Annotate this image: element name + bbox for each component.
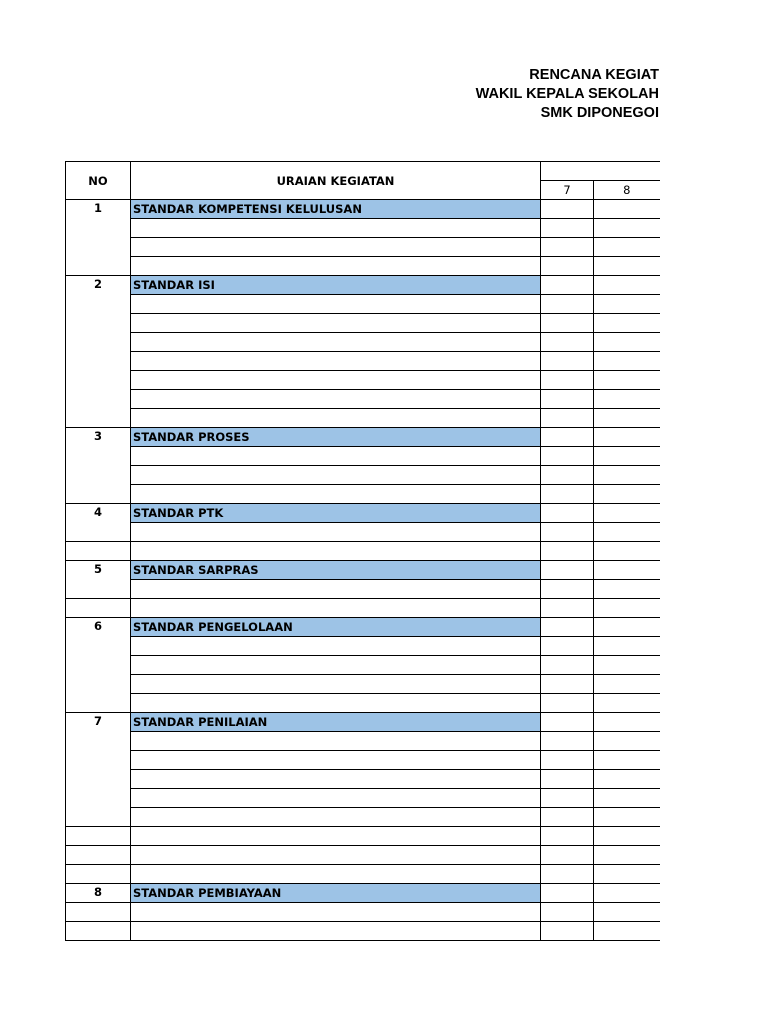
- table-row: [66, 770, 660, 789]
- activity-description-cell[interactable]: [131, 447, 541, 466]
- title-line-3: SMK DIPONEGOI: [540, 105, 659, 121]
- activity-description-cell[interactable]: [131, 409, 541, 428]
- row-number: [66, 827, 131, 846]
- standard-group-row: [66, 200, 660, 219]
- month-8-cell[interactable]: [594, 675, 660, 694]
- standard-group-row: [66, 276, 660, 295]
- month-8-cell[interactable]: [594, 599, 660, 618]
- month-8-cell[interactable]: [594, 333, 660, 352]
- row-number: [66, 865, 131, 884]
- activity-description-cell[interactable]: [131, 770, 541, 789]
- standard-label-cell[interactable]: STANDAR ISI: [131, 276, 541, 295]
- standard-label-cell[interactable]: STANDAR SARPRAS: [131, 561, 541, 580]
- table-row: [66, 295, 660, 314]
- month-8-cell[interactable]: [594, 656, 660, 675]
- activity-description-cell[interactable]: [131, 675, 541, 694]
- activity-description-cell[interactable]: [131, 903, 541, 922]
- month-8-cell[interactable]: [594, 865, 660, 884]
- table-row: [66, 922, 660, 941]
- activity-description-cell[interactable]: [131, 751, 541, 770]
- table-row: [66, 257, 660, 276]
- table-row: [66, 466, 660, 485]
- standard-label-cell[interactable]: STANDAR PEMBIAYAAN: [131, 884, 541, 903]
- row-number: 8: [66, 884, 131, 903]
- standard-group-row: [66, 504, 660, 523]
- table-row: [66, 523, 660, 542]
- row-number: 7: [66, 713, 131, 827]
- table-row: [66, 333, 660, 352]
- table-row: [66, 808, 660, 827]
- table-row: [66, 903, 660, 922]
- table-row: [66, 675, 660, 694]
- activity-description-cell[interactable]: [131, 333, 541, 352]
- header-uraian-kegiatan: URAIAN KEGIATAN: [131, 162, 541, 200]
- row-number: 2: [66, 276, 131, 428]
- month-7-cell[interactable]: [541, 580, 594, 599]
- month-8-cell[interactable]: [594, 390, 660, 409]
- standard-group-row: [66, 428, 660, 447]
- month-8-cell[interactable]: [594, 295, 660, 314]
- activity-plan-table: [65, 161, 660, 941]
- activity-description-cell[interactable]: [131, 827, 541, 846]
- activity-description-cell[interactable]: [131, 295, 541, 314]
- month-8-cell[interactable]: [594, 371, 660, 390]
- month-7-cell[interactable]: [541, 751, 594, 770]
- table-row: [66, 751, 660, 770]
- month-7-cell[interactable]: [541, 884, 594, 903]
- month-7-cell[interactable]: [541, 656, 594, 675]
- month-7-cell[interactable]: [541, 827, 594, 846]
- month-8-cell[interactable]: [594, 200, 660, 219]
- month-8-cell[interactable]: [594, 884, 660, 903]
- table-row: [66, 846, 660, 865]
- activity-description-cell[interactable]: [131, 371, 541, 390]
- month-7-cell[interactable]: [541, 542, 594, 561]
- month-8-cell[interactable]: [594, 314, 660, 333]
- row-number: 5: [66, 561, 131, 599]
- activity-description-cell[interactable]: [131, 599, 541, 618]
- activity-description-cell[interactable]: [131, 637, 541, 656]
- table-row: [66, 352, 660, 371]
- month-7-cell[interactable]: [541, 561, 594, 580]
- month-7-cell[interactable]: [541, 675, 594, 694]
- activity-description-cell[interactable]: [131, 808, 541, 827]
- standard-group-row: [66, 618, 660, 637]
- month-8-cell[interactable]: [594, 922, 660, 941]
- header-month-8: 8: [594, 181, 660, 200]
- month-7-cell[interactable]: [541, 257, 594, 276]
- month-7-cell[interactable]: [541, 770, 594, 789]
- month-8-cell[interactable]: [594, 523, 660, 542]
- table-row: [66, 599, 660, 618]
- table-row: [66, 219, 660, 238]
- month-7-cell[interactable]: [541, 390, 594, 409]
- table-row: [66, 580, 660, 599]
- month-7-cell[interactable]: [541, 333, 594, 352]
- month-8-cell[interactable]: [594, 713, 660, 732]
- month-8-cell[interactable]: [594, 618, 660, 637]
- month-7-cell[interactable]: [541, 428, 594, 447]
- table-row: [66, 485, 660, 504]
- month-7-cell[interactable]: [541, 276, 594, 295]
- row-number: [66, 542, 131, 561]
- month-8-cell[interactable]: [594, 219, 660, 238]
- month-8-cell[interactable]: [594, 409, 660, 428]
- month-8-cell[interactable]: [594, 637, 660, 656]
- activity-description-cell[interactable]: [131, 580, 541, 599]
- month-7-cell[interactable]: [541, 922, 594, 941]
- activity-description-cell[interactable]: [131, 922, 541, 941]
- month-7-cell[interactable]: [541, 447, 594, 466]
- table-row: [66, 827, 660, 846]
- row-number: [66, 903, 131, 922]
- month-7-cell[interactable]: [541, 295, 594, 314]
- month-8-cell[interactable]: [594, 352, 660, 371]
- month-8-cell[interactable]: [594, 846, 660, 865]
- month-8-cell[interactable]: [594, 257, 660, 276]
- row-number: [66, 922, 131, 941]
- month-8-cell[interactable]: [594, 789, 660, 808]
- table-row: [66, 371, 660, 390]
- row-number: 6: [66, 618, 131, 713]
- month-8-cell[interactable]: [594, 504, 660, 523]
- activity-description-cell[interactable]: [131, 523, 541, 542]
- activity-description-cell[interactable]: [131, 466, 541, 485]
- month-8-cell[interactable]: [594, 751, 660, 770]
- standard-label-cell[interactable]: STANDAR PENILAIAN: [131, 713, 541, 732]
- month-8-cell[interactable]: [594, 428, 660, 447]
- table-row: [66, 314, 660, 333]
- standard-group-row: [66, 561, 660, 580]
- table-row: [66, 542, 660, 561]
- header-month-7: 7: [541, 181, 594, 200]
- month-7-cell[interactable]: [541, 200, 594, 219]
- activity-description-cell[interactable]: [131, 846, 541, 865]
- month-8-cell[interactable]: [594, 732, 660, 751]
- month-7-cell[interactable]: [541, 219, 594, 238]
- month-7-cell[interactable]: [541, 599, 594, 618]
- table-header-row: [66, 162, 660, 181]
- month-7-cell[interactable]: [541, 466, 594, 485]
- standard-label-cell[interactable]: STANDAR KOMPETENSI KELULUSAN: [131, 200, 541, 219]
- activity-description-cell[interactable]: [131, 656, 541, 675]
- row-number: 4: [66, 504, 131, 542]
- activity-description-cell[interactable]: [131, 390, 541, 409]
- row-number: 3: [66, 428, 131, 504]
- month-7-cell[interactable]: [541, 352, 594, 371]
- header-no: NO: [66, 162, 131, 200]
- month-8-cell[interactable]: [594, 580, 660, 599]
- month-8-cell[interactable]: [594, 466, 660, 485]
- table-row: [66, 238, 660, 257]
- standard-group-row: [66, 713, 660, 732]
- month-7-cell[interactable]: [541, 523, 594, 542]
- activity-description-cell[interactable]: [131, 238, 541, 257]
- month-7-cell[interactable]: [541, 314, 594, 333]
- standard-label-cell[interactable]: STANDAR PTK: [131, 504, 541, 523]
- month-7-cell[interactable]: [541, 371, 594, 390]
- month-7-cell[interactable]: [541, 694, 594, 713]
- month-7-cell[interactable]: [541, 713, 594, 732]
- month-7-cell[interactable]: [541, 637, 594, 656]
- table-row: [66, 732, 660, 751]
- standard-group-row: [66, 884, 660, 903]
- month-7-cell[interactable]: [541, 238, 594, 257]
- activity-description-cell[interactable]: [131, 542, 541, 561]
- table-row: [66, 637, 660, 656]
- standard-label-cell[interactable]: STANDAR PENGELOLAAN: [131, 618, 541, 637]
- table-row: [66, 656, 660, 675]
- header-month-group: [541, 162, 660, 181]
- month-7-cell[interactable]: [541, 789, 594, 808]
- activity-description-cell[interactable]: [131, 314, 541, 333]
- row-number: 1: [66, 200, 131, 276]
- title-line-1: RENCANA KEGIAT: [529, 67, 659, 83]
- month-8-cell[interactable]: [594, 542, 660, 561]
- month-8-cell[interactable]: [594, 694, 660, 713]
- month-7-cell[interactable]: [541, 808, 594, 827]
- standard-label-cell[interactable]: STANDAR PROSES: [131, 428, 541, 447]
- month-8-cell[interactable]: [594, 808, 660, 827]
- month-7-cell[interactable]: [541, 903, 594, 922]
- month-7-cell[interactable]: [541, 485, 594, 504]
- month-8-cell[interactable]: [594, 485, 660, 504]
- table-row: [66, 789, 660, 808]
- table-row: [66, 865, 660, 884]
- row-number: [66, 846, 131, 865]
- month-8-cell[interactable]: [594, 276, 660, 295]
- table-row: [66, 694, 660, 713]
- activity-description-cell[interactable]: [131, 789, 541, 808]
- month-7-cell[interactable]: [541, 846, 594, 865]
- row-number: [66, 599, 131, 618]
- activity-description-cell[interactable]: [131, 732, 541, 751]
- month-7-cell[interactable]: [541, 865, 594, 884]
- month-7-cell[interactable]: [541, 732, 594, 751]
- activity-description-cell[interactable]: [131, 865, 541, 884]
- month-8-cell[interactable]: [594, 827, 660, 846]
- activity-description-cell[interactable]: [131, 352, 541, 371]
- table-row: [66, 390, 660, 409]
- activity-description-cell[interactable]: [131, 257, 541, 276]
- table-row: [66, 409, 660, 428]
- month-8-cell[interactable]: [594, 561, 660, 580]
- month-8-cell[interactable]: [594, 903, 660, 922]
- month-7-cell[interactable]: [541, 618, 594, 637]
- month-7-cell[interactable]: [541, 504, 594, 523]
- activity-description-cell[interactable]: [131, 485, 541, 504]
- table-row: [66, 447, 660, 466]
- activity-description-cell[interactable]: [131, 694, 541, 713]
- month-8-cell[interactable]: [594, 447, 660, 466]
- activity-description-cell[interactable]: [131, 219, 541, 238]
- month-7-cell[interactable]: [541, 409, 594, 428]
- month-8-cell[interactable]: [594, 238, 660, 257]
- title-line-2: WAKIL KEPALA SEKOLAH: [475, 86, 659, 102]
- month-8-cell[interactable]: [594, 770, 660, 789]
